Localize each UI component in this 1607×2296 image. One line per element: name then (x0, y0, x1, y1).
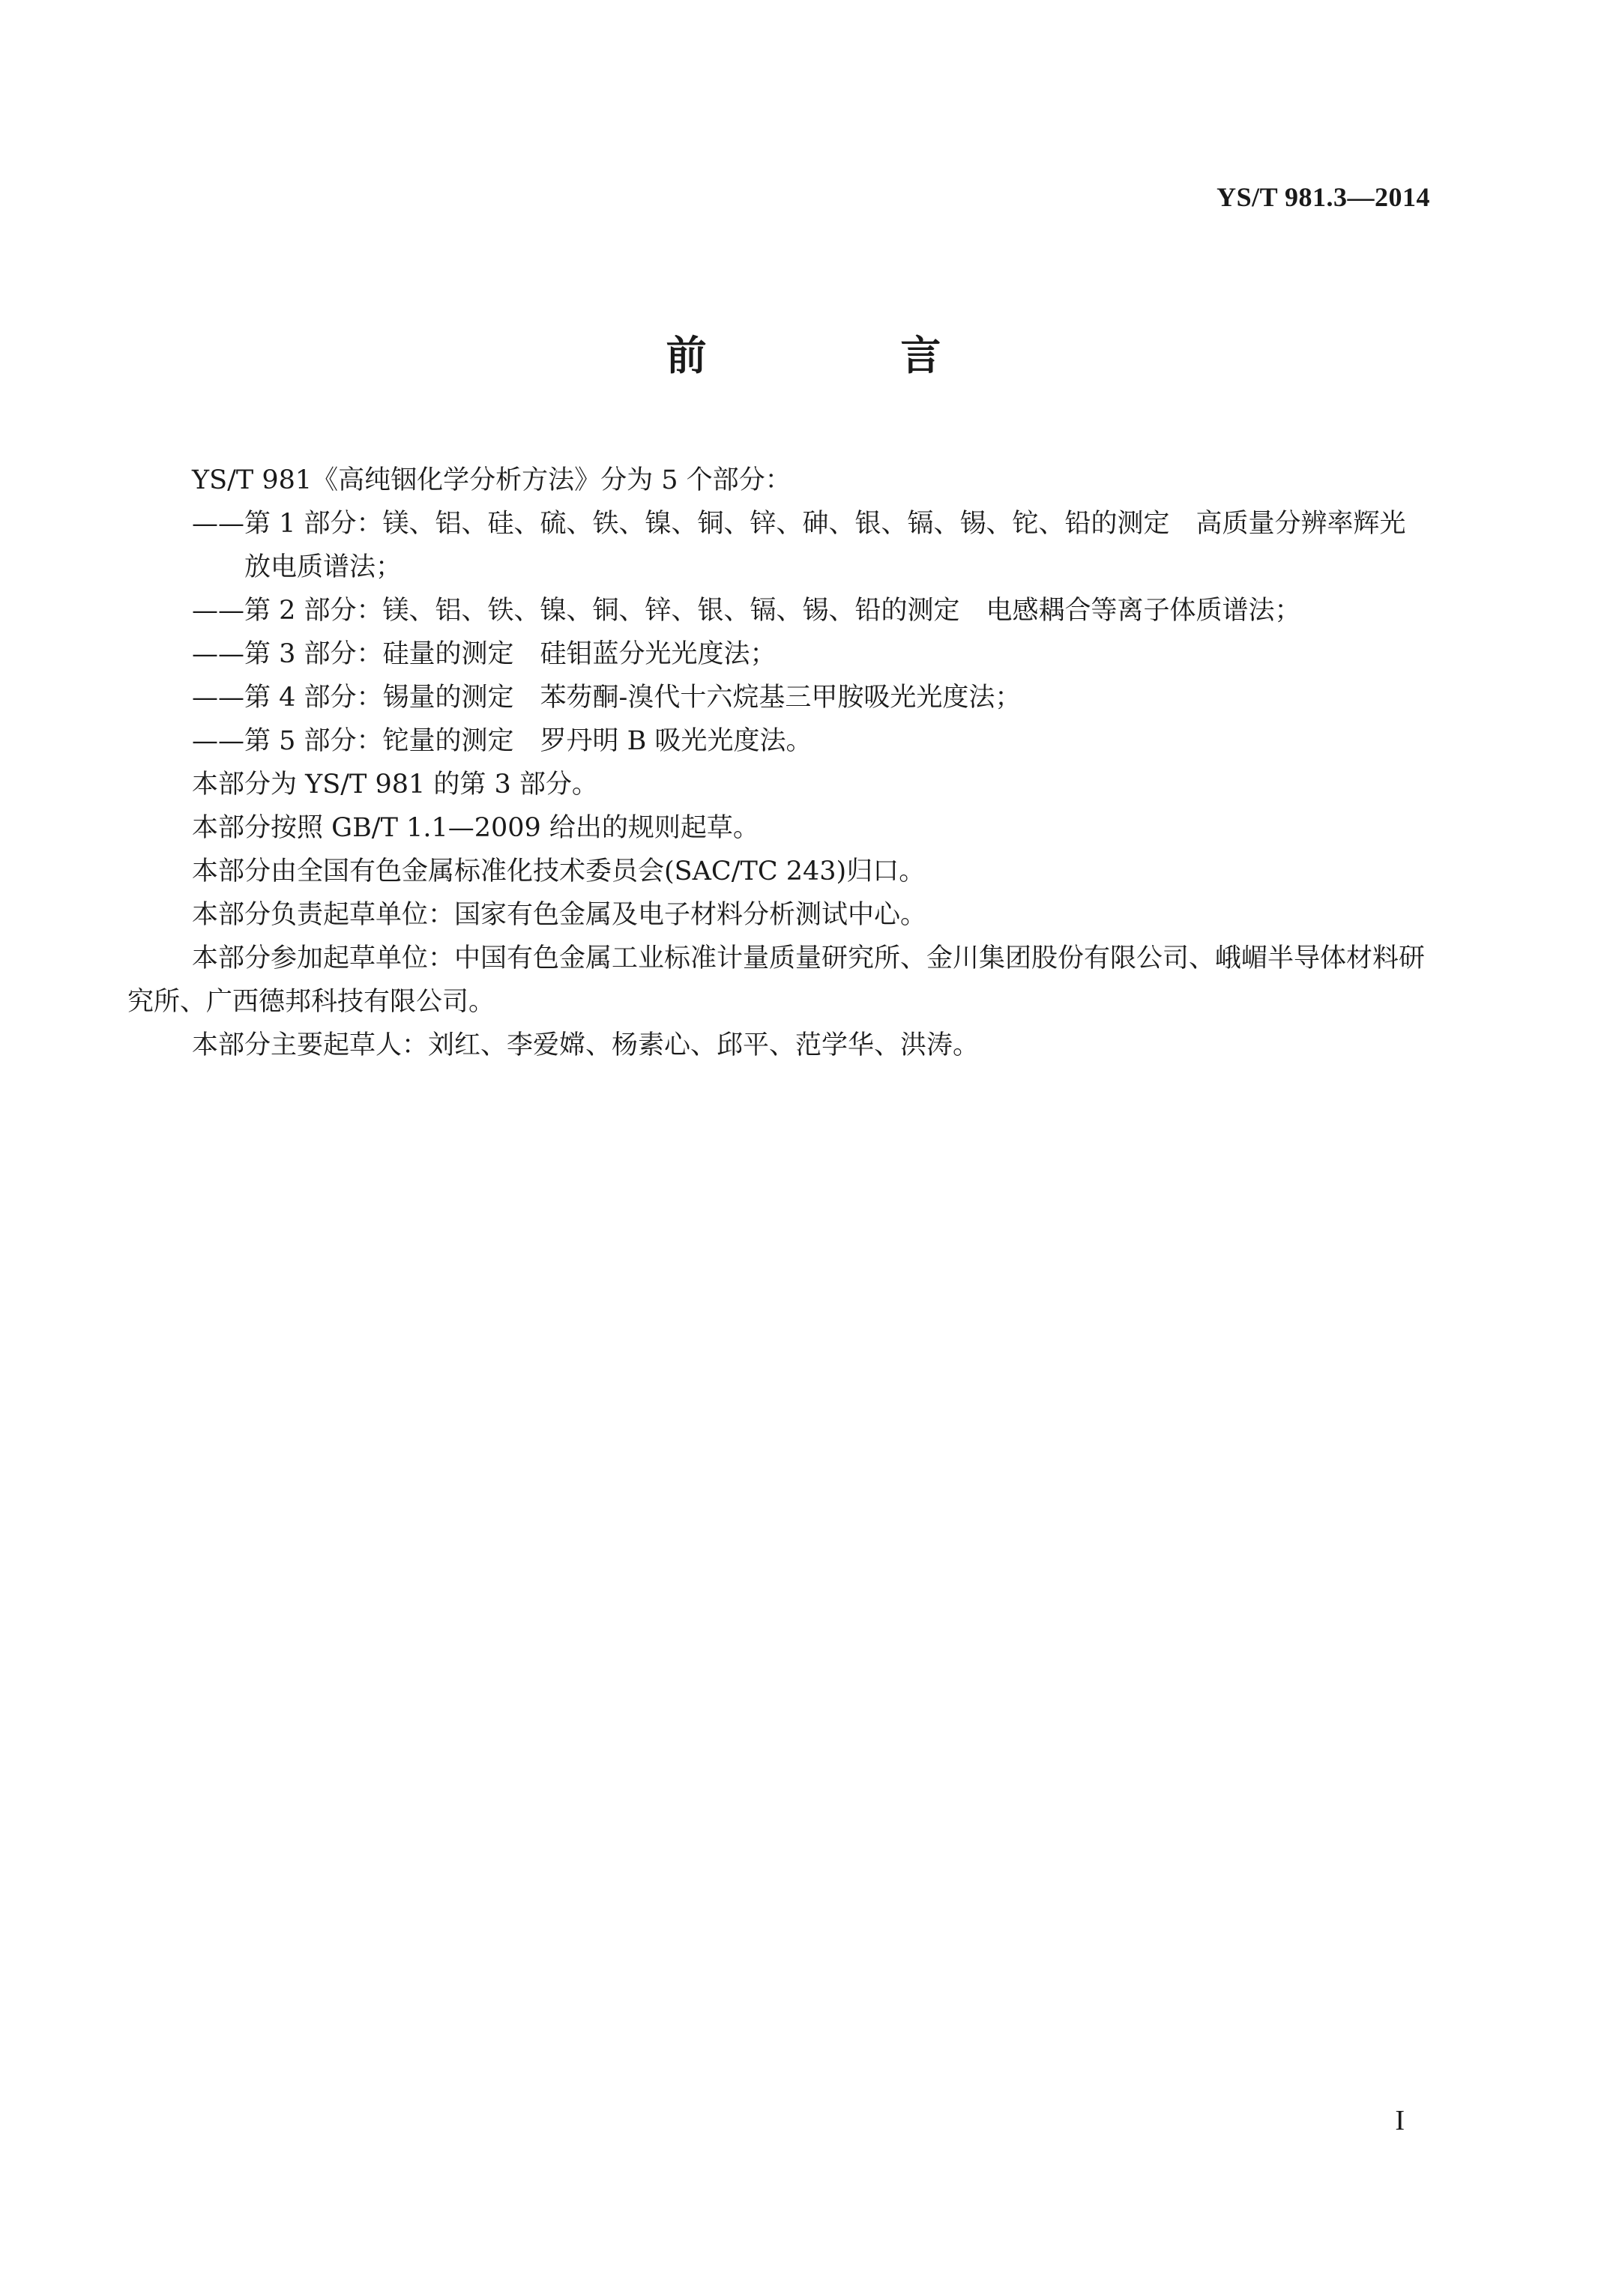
list-dash: —— (192, 726, 244, 756)
list-dash: —— (192, 509, 244, 539)
list-item-text: 第 4 部分：锡量的测定 苯芴酮-溴代十六烷基三甲胺吸光光度法； (244, 683, 1022, 713)
standard-code: YS/T 981.3—2014 (1216, 182, 1430, 212)
foreword-body (127, 459, 1432, 1067)
paragraph: 本部分负责起草单位：国家有色金属及电子材料分析测试中心。 (192, 900, 927, 930)
intro-paragraph: YS/T 981《高纯铟化学分析方法》分为 5 个部分： (192, 465, 792, 495)
list-item-text: 第 5 部分：铊量的测定 罗丹明 B 吸光光度法。 (244, 726, 812, 756)
list-item (127, 502, 1432, 589)
list-item (127, 719, 1432, 763)
list-dash: —— (192, 596, 244, 626)
page-number: I (1395, 2105, 1405, 2136)
paragraph: 本部分为 YS/T 981 的第 3 部分。 (192, 770, 598, 800)
list-item-text: 第 3 部分：硅量的测定 硅钼蓝分光光度法； (244, 639, 777, 669)
paragraph: 本部分参加起草单位：中国有色金属工业标准计量质量研究所、金川集团股份有限公司、峨嵋半导体材料研究所、广西德邦科技有限公司。 (127, 943, 1426, 1017)
list-item (127, 676, 1432, 719)
list-item-text: 第 2 部分：镁、铝、铁、镍、铜、锌、银、镉、锡、铅的测定 电感耦合等离子体质谱法； (244, 596, 1301, 626)
paragraph: 本部分由全国有色金属标准化技术委员会(SAC/TC 243)归口。 (192, 857, 926, 886)
list-dash: —— (192, 683, 244, 713)
list-item (127, 589, 1432, 632)
list-item-text: 第 1 部分：镁、铝、硅、硫、铁、镍、铜、锌、砷、银、镉、锡、铊、铅的测定 高质量分辨率辉光放电质谱法； (244, 509, 1406, 582)
page-title: 前 言 (666, 332, 1031, 379)
list-item (127, 632, 1432, 676)
paragraph: 本部分主要起草人：刘红、李爱嫦、杨素心、邱平、范学华、洪涛。 (192, 1030, 980, 1060)
paragraph: 本部分按照 GB/T 1.1—2009 给出的规则起草。 (192, 813, 759, 843)
list-dash: —— (192, 639, 244, 669)
